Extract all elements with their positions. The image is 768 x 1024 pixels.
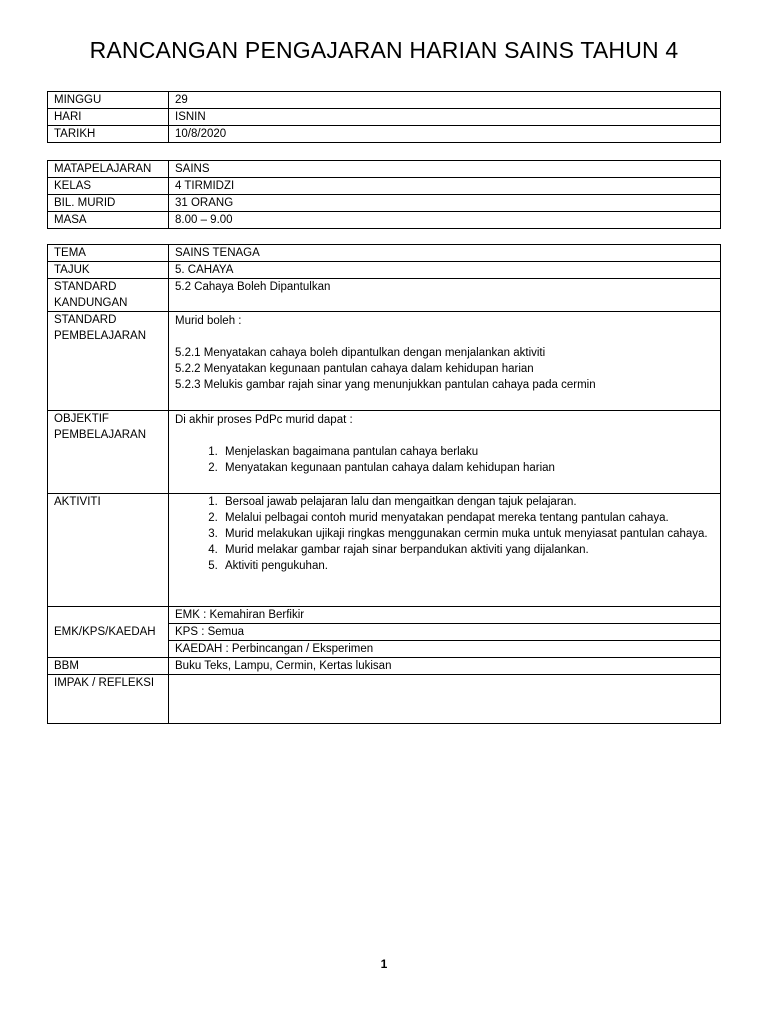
table-row	[48, 245, 721, 262]
value-bbm: Buku Teks, Lampu, Cermin, Kertas lukisan	[169, 658, 721, 675]
value-objektif	[169, 411, 721, 494]
objektif-intro: Di akhir proses PdPc murid dapat :	[175, 414, 353, 426]
aktiviti-list	[175, 494, 714, 574]
label-bil-murid: BIL. MURID	[48, 195, 169, 212]
list-item: 2. Melalui pelbagai contoh murid menyatakan pendapat mereka tentang pantulan cahaya.	[221, 510, 714, 526]
list-item: 1. Bersoal jawab pelajaran lalu dan mengaitkan dengan tajuk pelajaran.	[221, 494, 714, 510]
label-aktiviti: AKTIVITI	[48, 494, 169, 607]
standard-item: 5.2.3 Melukis gambar rajah sinar yang menunjukkan pantulan cahaya pada cermin	[175, 379, 596, 391]
label-objektif: OBJEKTIF PEMBELAJARAN	[48, 411, 169, 494]
value-impak	[169, 675, 721, 724]
table-row	[48, 262, 721, 279]
table-row	[48, 109, 721, 126]
list-item: 1. Menjelaskan bagaimana pantulan cahaya berlaku	[221, 444, 714, 460]
table-row	[48, 92, 721, 109]
table-row	[48, 607, 721, 624]
list-item: 5. Aktiviti pengukuhan.	[221, 558, 714, 574]
list-item: 3. Murid melakukan ujikaji ringkas menggunakan cermin muka untuk menyiasat pantulan cahaya.	[221, 526, 714, 542]
value-kaedah: KAEDAH : Perbincangan / Eksperimen	[169, 641, 721, 658]
label-emk: EMK/KPS/KAEDAH	[48, 607, 169, 658]
label-impak: IMPAK / REFLEKSI	[48, 675, 169, 724]
label-masa: MASA	[48, 212, 169, 229]
label-tema: TEMA	[48, 245, 169, 262]
standard-intro: Murid boleh :	[175, 315, 242, 327]
table-row	[48, 212, 721, 229]
table-row	[48, 312, 721, 411]
value-standard-kandungan: 5.2 Cahaya Boleh Dipantulkan	[169, 279, 721, 312]
value-bil-murid: 31 ORANG	[169, 195, 721, 212]
list-item: 2. Menyatakan kegunaan pantulan cahaya dalam kehidupan harian	[221, 460, 714, 476]
value-minggu: 29	[169, 92, 721, 109]
page-title: RANCANGAN PENGAJARAN HARIAN SAINS TAHUN 4	[89, 37, 679, 63]
label-hari: HARI	[48, 109, 169, 126]
list-item: 4. Murid melakar gambar rajah sinar berpandukan aktiviti yang dijalankan.	[221, 542, 714, 558]
table-row	[48, 494, 721, 607]
standard-item: 5.2.1 Menyatakan cahaya boleh dipantulkan dengan menjalankan aktiviti	[175, 347, 546, 359]
table-row	[48, 411, 721, 494]
label-standard-pembelajaran: STANDARD PEMBELAJARAN	[48, 312, 169, 411]
value-matapelajaran: SAINS	[169, 161, 721, 178]
label-minggu: MINGGU	[48, 92, 169, 109]
value-kelas: 4 TIRMIDZI	[169, 178, 721, 195]
standard-item: 5.2.2 Menyatakan kegunaan pantulan cahaya dalam kehidupan harian	[175, 363, 534, 375]
value-aktiviti	[169, 494, 721, 607]
label-matapelajaran: MATAPELAJARAN	[48, 161, 169, 178]
lesson-plan-table	[47, 244, 721, 724]
table-row	[48, 126, 721, 143]
value-tema: SAINS TENAGA	[169, 245, 721, 262]
table-row	[48, 658, 721, 675]
table-row	[48, 675, 721, 724]
class-info-table	[47, 160, 721, 229]
table-row	[48, 195, 721, 212]
value-tajuk: 5. CAHAYA	[169, 262, 721, 279]
label-kelas: KELAS	[48, 178, 169, 195]
value-emk: EMK : Kemahiran Berfikir	[169, 607, 721, 624]
value-standard-pembelajaran	[169, 312, 721, 411]
value-masa: 8.00 – 9.00	[169, 212, 721, 229]
label-tarikh: TARIKH	[48, 126, 169, 143]
objektif-list	[175, 444, 714, 476]
value-kps: KPS : Semua	[169, 624, 721, 641]
table-row	[48, 161, 721, 178]
label-standard-kandungan: STANDARD KANDUNGAN	[48, 279, 169, 312]
schedule-table	[47, 91, 721, 143]
table-row	[48, 279, 721, 312]
page-number: 1	[380, 957, 388, 971]
table-row	[48, 178, 721, 195]
label-tajuk: TAJUK	[48, 262, 169, 279]
value-hari: ISNIN	[169, 109, 721, 126]
label-bbm: BBM	[48, 658, 169, 675]
value-tarikh: 10/8/2020	[169, 126, 721, 143]
